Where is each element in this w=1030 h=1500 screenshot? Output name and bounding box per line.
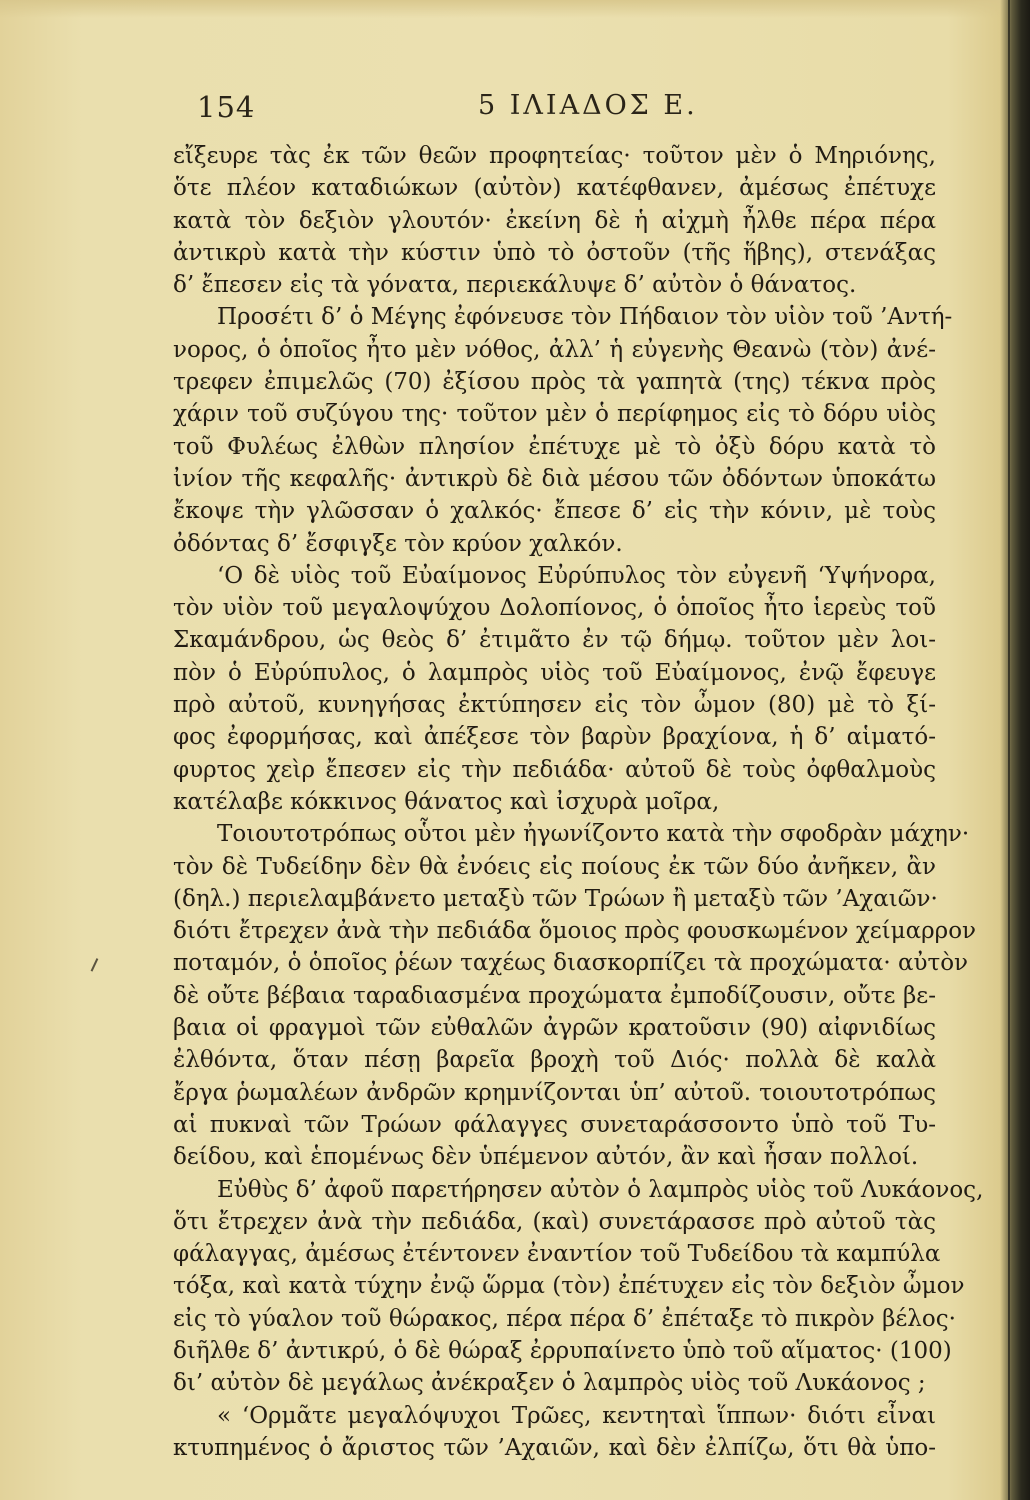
text-line: φάλαγγας, ἀμέσως ἐτέντονεν ἐναντίον τοῦ Τυδείδου τὰ καμπύλα: [173, 1241, 941, 1268]
text-line: (δηλ.) περιελαμβάνετο μεταξὺ τῶν Τρώων ἢ μεταξὺ τῶν ’Αχαιῶν·: [173, 885, 938, 912]
text-line: ἐλθόντα, ὅταν πέσῃ βαρεῖα βροχὴ τοῦ Διός· πολλὰ δὲ καλὰ: [173, 1047, 936, 1074]
text-line: χάριν τοῦ συζύγου της· τοῦτον μὲν ὁ περίφημος εἰς τὸ δόρυ υἱὸς: [173, 401, 936, 428]
text-line: τόξα, καὶ κατὰ τύχην ἐνῷ ὥρμα (τὸν) ἐπέτυχεν εἰς τὸν δεξιὸν ὦμον: [173, 1273, 965, 1300]
text-line: δ’ ἔπεσεν εἰς τὰ γόνατα, περιεκάλυψε δ’ αὐτὸν ὁ θάνατος.: [173, 272, 857, 299]
text-line: τοῦ Φυλέως ἐλθὼν πλησίον ἐπέτυχε μὲ τὸ ὀξὺ δόρυ κατὰ τὸ: [173, 433, 936, 460]
margin-pencil-mark: [91, 958, 108, 976]
page-header: [0, 90, 1000, 130]
text-line: ἀντικρὺ κατὰ τὴν κύστιν ὑπὸ τὸ ὀστοῦν (τῆς ἥβης), στενάξας: [173, 239, 936, 266]
text-line: πρὸ αὐτοῦ, κυνηγήσας ἐκτύπησεν εἰς τὸν ὦμον (80) μὲ τὸ ξί-: [173, 692, 936, 719]
binding-gutter-line: [1008, 0, 1010, 1500]
text-line: « ‘Ορμᾶτε μεγαλόψυχοι Τρῶες, κεντηταὶ ἵππων· διότι εἶναι: [217, 1402, 936, 1429]
body-text: [173, 140, 984, 1464]
text-line: φος ἐφορμήσας, καὶ ἀπέξεσε τὸν βαρὺν βραχίονα, ἡ δ’ αἱματό-: [173, 724, 936, 751]
text-line: πὸν ὁ Εὐρύπυλος, ὁ λαμπρὸς υἱὸς τοῦ Εὐαίμονος, ἐνῷ ἔφευγε: [173, 659, 936, 686]
text-line: δι’ αὐτὸν δὲ μεγάλως ἀνέκραξεν ὁ λαμπρὸς υἱὸς τοῦ Λυκάονος ;: [173, 1370, 926, 1397]
text-line: τρεφεν ἐπιμελῶς (70) ἐξίσου πρὸς τὰ γαπητὰ (της) τέκνα πρὸς: [173, 369, 936, 396]
page-number: 154: [197, 90, 256, 124]
text-line: Προσέτι δ’ ὁ Μέγης ἐφόνευσε τὸν Πήδαιον τὸν υἱὸν τοῦ ’Αντή-: [217, 304, 953, 331]
running-head: 5 ΙΛΙΑΔΟΣ Ε.: [478, 90, 698, 121]
text-line: ‘Ο δὲ υἱὸς τοῦ Εὐαίμονος Εὐρύπυλος τὸν εὐγενῆ ‘Υψήνορα,: [217, 562, 936, 589]
text-line: νορος, ὁ ὁποῖος ἦτο μὲν νόθος, ἀλλ’ ἡ εὐγενὴς Θεανὼ (τὸν) ἀνέ-: [173, 336, 936, 363]
text-line: τὸν δὲ Τυδείδην δὲν θὰ ἐνόεις εἰς ποίους ἐκ τῶν δύο ἀνῆκεν, ἂν: [173, 853, 936, 880]
text-line: βαια οἱ φραγμοὶ τῶν εὐθαλῶν ἀγρῶν κρατοῦσιν (90) αἰφνιδίως: [173, 1015, 936, 1042]
text-line: τὸν υἱὸν τοῦ μεγαλοψύχου Δολοπίονος, ὁ ὁποῖος ἦτο ἱερεὺς τοῦ: [173, 595, 936, 622]
text-line: δείδου, καὶ ἑπομένως δὲν ὑπέμενον αὐτόν, ἂν καὶ ἦσαν πολλοί.: [173, 1144, 919, 1171]
text-line: ὅτε πλέον καταδιώκων (αὐτὸν) κατέφθανεν, ἀμέσως ἐπέτυχε: [173, 175, 936, 202]
text-line: διότι ἔτρεχεν ἀνὰ τὴν πεδιάδα ὅμοιος πρὸς φουσκωμένον χείμαρρον: [173, 918, 977, 945]
text-line: κτυπημένος ὁ ἄριστος τῶν ’Αχαιῶν, καὶ δὲν ἐλπίζω, ὅτι θὰ ὑπο-: [173, 1434, 936, 1461]
text-line: ἰνίον τῆς κεφαλῆς· ἀντικρὺ δὲ διὰ μέσου τῶν ὀδόντων ὑποκάτω: [173, 465, 936, 492]
text-line: ποταμόν, ὁ ὁποῖος ῥέων ταχέως διασκορπίζει τὰ προχώματα· αὐτὸν: [173, 950, 969, 977]
text-line: δὲ οὔτε βέβαια ταραδιασμένα προχώματα ἐμποδίζουσιν, οὔτε βε-: [173, 982, 936, 1009]
text-line: Τοιουτοτρόπως οὗτοι μὲν ἠγωνίζοντο κατὰ τὴν σφοδρὰν μάχην·: [217, 821, 970, 848]
text-line: κατὰ τὸν δεξιὸν γλουτόν· ἐκείνη δὲ ἡ αἰχμὴ ἦλθε πέρα πέρα: [173, 207, 936, 234]
text-line: εἰς τὸ γύαλον τοῦ θώρακος, πέρα πέρα δ’ ἐπέταξε τὸ πικρὸν βέλος·: [173, 1305, 956, 1332]
text-line: φυρτος χεὶρ ἔπεσεν εἰς τὴν πεδιάδα· αὐτοῦ δὲ τοὺς ὀφθαλμοὺς: [173, 756, 936, 783]
text-line: Εὐθὺς δ’ ἀφοῦ παρετήρησεν αὐτὸν ὁ λαμπρὸς υἱὸς τοῦ Λυκάονος,: [217, 1176, 984, 1203]
text-line: κατέλαβε κόκκινος θάνατος καὶ ἰσχυρὰ μοῖρα,: [173, 788, 720, 815]
text-line: ἔκοψε τὴν γλῶσσαν ὁ χαλκός· ἔπεσε δ’ εἰς τὴν κόνιν, μὲ τοὺς: [173, 498, 936, 525]
text-line: ἔργα ῥωμαλέων ἀνδρῶν κρημνίζονται ὑπ’ αὐτοῦ. τοιουτοτρόπως: [173, 1079, 936, 1106]
text-line: αἱ πυκναὶ τῶν Τρώων φάλαγγες συνεταράσσοντο ὑπὸ τοῦ Τυ-: [173, 1111, 936, 1138]
text-line: διῆλθε δ’ ἀντικρύ, ὁ δὲ θώραξ ἐρρυπαίνετο ὑπὸ τοῦ αἵματος· (100): [173, 1337, 952, 1364]
scan-edge-top: [0, 0, 1030, 18]
text-line: εἴξευρε τὰς ἐκ τῶν θεῶν προφητείας· τοῦτον μὲν ὁ Μηριόνης,: [173, 143, 936, 169]
text-line: Σκαμάνδρου, ὡς θεὸς δ’ ἐτιμᾶτο ἐν τῷ δήμῳ. τοῦτον μὲν λοι-: [173, 627, 936, 654]
book-binding-edge: [1000, 0, 1030, 1500]
text-line: ὅτι ἔτρεχεν ἀνὰ τὴν πεδιάδα, (καὶ) συνετάρασσε πρὸ αὐτοῦ τὰς: [173, 1208, 936, 1235]
text-line: ὀδόντας δ’ ἔσφιγξε τὸν κρύον χαλκόν.: [173, 530, 623, 557]
